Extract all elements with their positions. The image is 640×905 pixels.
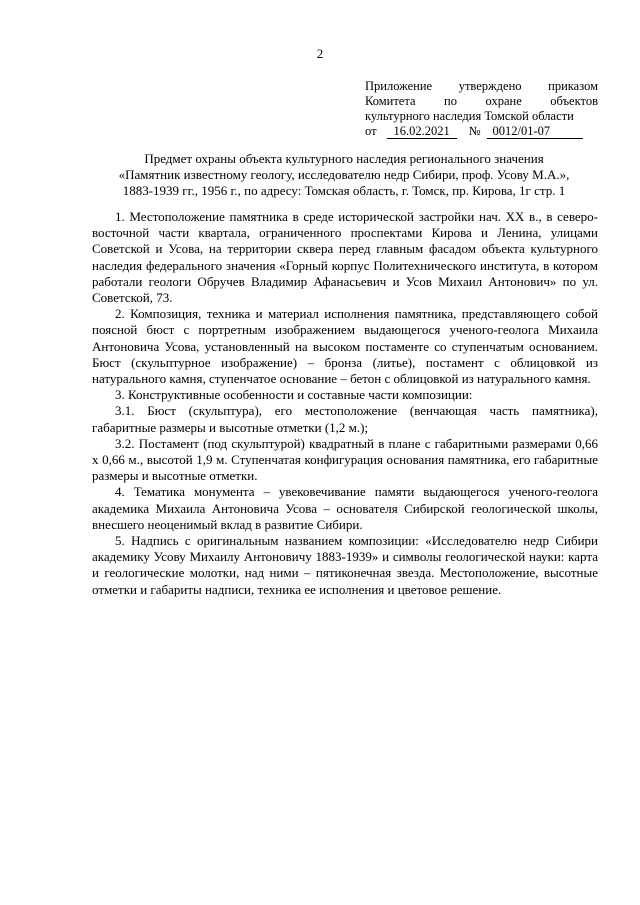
approval-word: утверждено: [458, 79, 522, 93]
approval-line-2: [365, 94, 598, 109]
paragraph-5: 5. Надпись с оригинальным названием композиции: «Исследователю недр Сибири академику Усову Михаилу Антоновичу 1883-1939» и символы геологической науки: карта и геологические молотки, над ними – пятиконечная звезда. Местоположение, высотные отметки и габариты надписи, техника ее исполнения и цветовое решение.: [92, 533, 598, 597]
title-line: «Памятник известному геологу, исследователю недр Сибири, проф. Усову М.А.»,: [118, 167, 570, 182]
paragraph-4: 4. Тематика монумента – увековечивание памяти выдающегося ученого-геолога академика Михаила Антоновича Усова – основателя Сибирской геологической школы, внесшего неоценимый вклад в развитие Сибири.: [92, 484, 598, 532]
page-number: 2: [316, 46, 324, 61]
approval-word: объектов: [550, 94, 598, 108]
approval-word: Приложение: [365, 79, 433, 93]
approval-word: охране: [485, 94, 522, 108]
approval-date: 16.02.2021: [387, 125, 457, 139]
approval-line-3: культурного наследия Томской области: [365, 109, 574, 123]
paragraph-1: 1. Местоположение памятника в среде исторической застройки нач. XX в., в северо-восточной части квартала, ограниченного проспектами Кирова и Ленина, улицами Советской и Усова, на территории сквера перед главным фасадом объекта культурного наследия федерального значения «Горный корпус Политехнического института, в котором работали геологи Обручев Владимир Афанасьевич и Усов Михаил Антонович» по ул. Советской, 73.: [92, 209, 598, 306]
paragraph-3-2: 3.2. Постамент (под скульптурой) квадратный в плане с габаритными размерами 0,66 х 0,66 м., высотой 1,9 м. Ступенчатая конфигурация основания памятника, его габаритные размеры и высотные отметки.: [92, 435, 598, 484]
approval-block: [365, 79, 598, 139]
approval-word: приказом: [548, 79, 598, 93]
approval-line-1: [365, 79, 598, 94]
title-line: Предмет охраны объекта культурного наследия регионального значения: [144, 151, 544, 166]
approval-word: по: [444, 94, 457, 108]
paragraph-2: 2. Композиция, техника и материал исполнения памятника, представляющего собой поясной бюст с портретным изображением выдающегося ученого-геолога Михаила Антоновича Усова, установленный на высоком постаменте со ступенчатым основанием. Бюст (скульптурное изображение) – бронза (литье), постамент с облицовкой из натурального камня, ступенчатое основание – бетон с облицовкой из натурального камня.: [92, 306, 598, 387]
approval-number-sign: №: [468, 124, 481, 138]
paragraph-3-1: 3.1. Бюст (скульптура), его местоположение (венчающая часть памятника), габаритные размеры и высотные отметки (1,2 м.);: [92, 403, 598, 435]
approval-number: 0012/01-07: [487, 125, 583, 139]
document-body: [92, 209, 598, 598]
document-title: [84, 151, 604, 199]
approval-date-row: [365, 124, 598, 139]
approval-word: Комитета: [365, 94, 416, 108]
paragraph-3: 3. Конструктивные особенности и составные части композиции:: [115, 387, 473, 403]
title-line: 1883-1939 гг., 1956 г., по адресу: Томская область, г. Томск, пр. Кирова, 1г стр. 1: [122, 183, 566, 198]
approval-from-label: от: [365, 124, 377, 138]
